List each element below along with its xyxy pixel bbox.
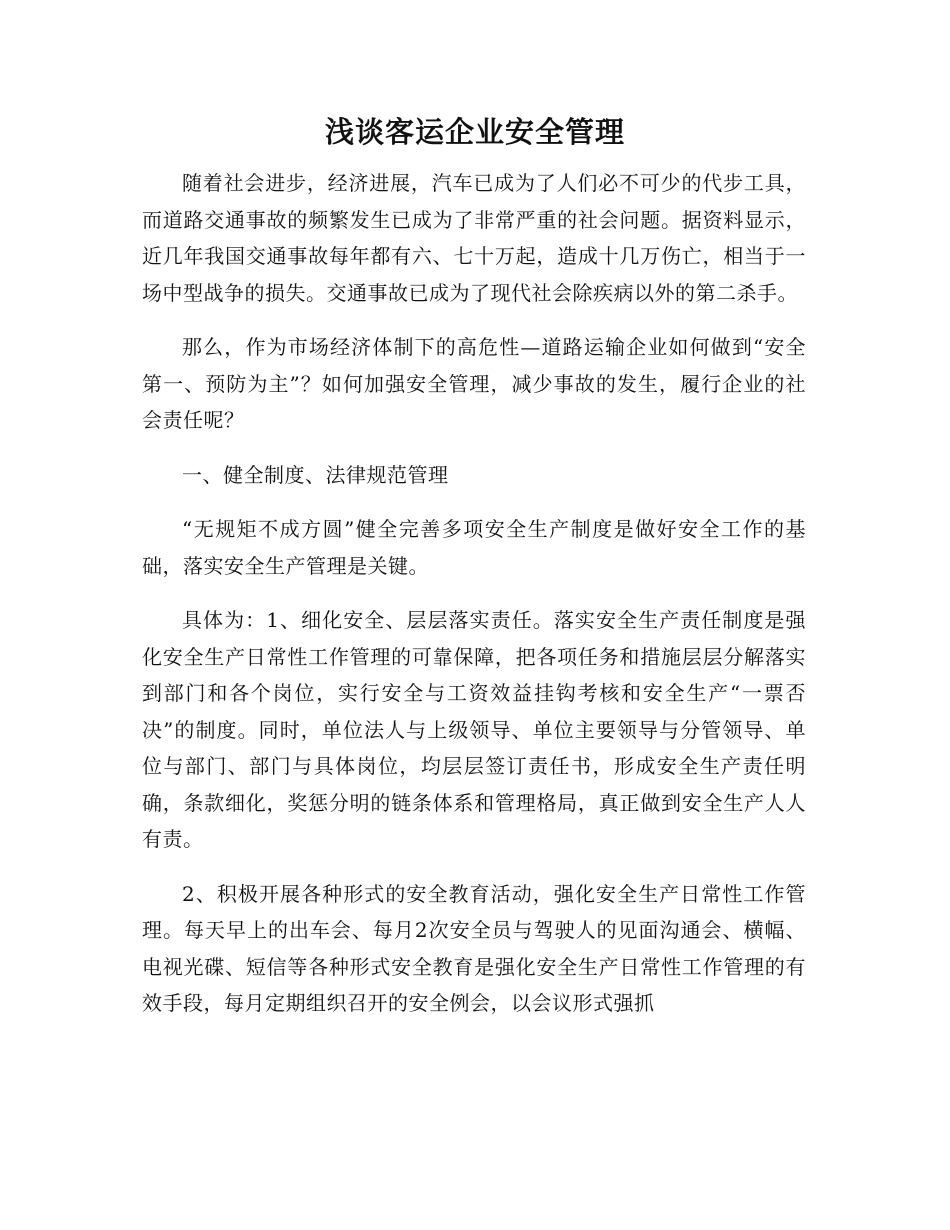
paragraph-intro: 随着社会进步，经济进展，汽车已成为了人们必不可少的代步工具，而道路交通事故的频繁发生已成为了非常严重的社会问题。据资料显示，近几年我国交通事故每年都有六、七十万起，造成十几万伤亡，相当于一场中型战争的损失。交通事故已成为了现代社会除疾病以外的第二杀手。 — [142, 171, 806, 305]
paragraph-item-1: 具体为：1、细化安全、层层落实责任。落实安全生产责任制度是强化安全生产日常性工作管理的可靠保障，把各项任务和措施层层分解落实到部门和各个岗位，实行安全与工资效益挂钩考核和安全生产“一票否决”的制度。同时，单位法人与上级领导、单位主要领导与分管领导、单位与部门、部门与具体岗位，均层层签订责任书，形成安全生产责任明确，条款细化，奖惩分明的链条体系和管理格局，真正做到安全生产人人有责。 — [142, 608, 806, 851]
document-title: 浅谈客运企业安全管理 — [324, 115, 625, 149]
paragraph-rules: “无规矩不成方圆”健全完善多项安全生产制度是做好安全工作的基础，落实安全生产管理是关键。 — [142, 517, 806, 578]
section-heading-1: 一、健全制度、法律规范管理 — [182, 462, 449, 487]
paragraph-item-2: 2、积极开展各种形式的安全教育活动，强化安全生产日常性工作管理。每天早上的出车会、每月2次安全员与驾驶人的见面沟通会、横幅、电视光碟、短信等各种形式安全教育是强化安全生产日常性工作管理的有效手段，每月定期组织召开的安全例会，以会议形式强抓 — [142, 881, 806, 1015]
paragraph-question: 那么，作为市场经济体制下的高危性—道路运输企业如何做到“安全第一、预防为主”？如何加强安全管理，减少事故的发生，履行企业的社会责任呢？ — [142, 335, 806, 432]
document-body — [142, 165, 806, 1040]
